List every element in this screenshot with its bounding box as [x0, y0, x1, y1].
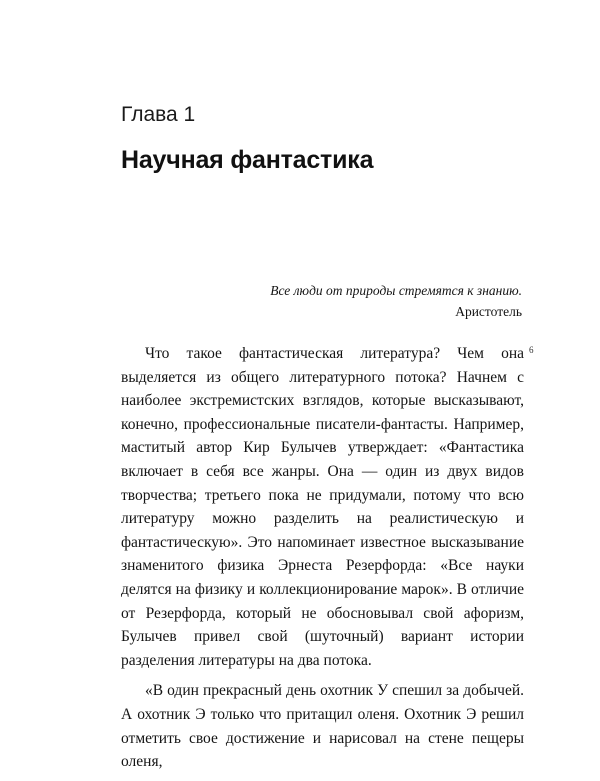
- epigraph: [200, 280, 522, 322]
- chapter-label: Глава 1: [121, 103, 196, 126]
- epigraph-quote: Все люди от природы стремятся к знанию.: [270, 283, 522, 298]
- paragraph: «В один прекрасный день охотник У спешил за добычей. А охотник Э только что притащил оленя. Охотник Э решил отметить свое достижение и нарисовал на стене пещеры оленя,: [121, 682, 524, 771]
- paragraph: Что такое фантастическая литература? Чем она выделяется из общего литературного потока? Начнем с наиболее экстремистских взглядов, которые высказывают, конечно, профессиональные писатели-фантасты. Например, маститый автор Кир Булычев утверждает: «Фантастика включает в себя все жанры. Она — один из двух видов творчества; третьего пока не придумали, потому что всю литературу можно разделить на реалистическую и фантастическую». Это напоминает известное высказывание знаменитого физика Эрнеста Резерфорда: «Все науки делятся на физику и коллекционирование марок». В отличие от Резерфорда, который не обосновывал свой афоризм, Булычев привел свой (шуточный) вариант истории разделения литературы на два потока.: [121, 345, 524, 669]
- epigraph-author: Аристотель: [455, 304, 522, 319]
- chapter-title: Научная фантастика: [121, 146, 374, 174]
- body-text: [121, 342, 524, 781]
- page-marker: 6: [529, 345, 534, 355]
